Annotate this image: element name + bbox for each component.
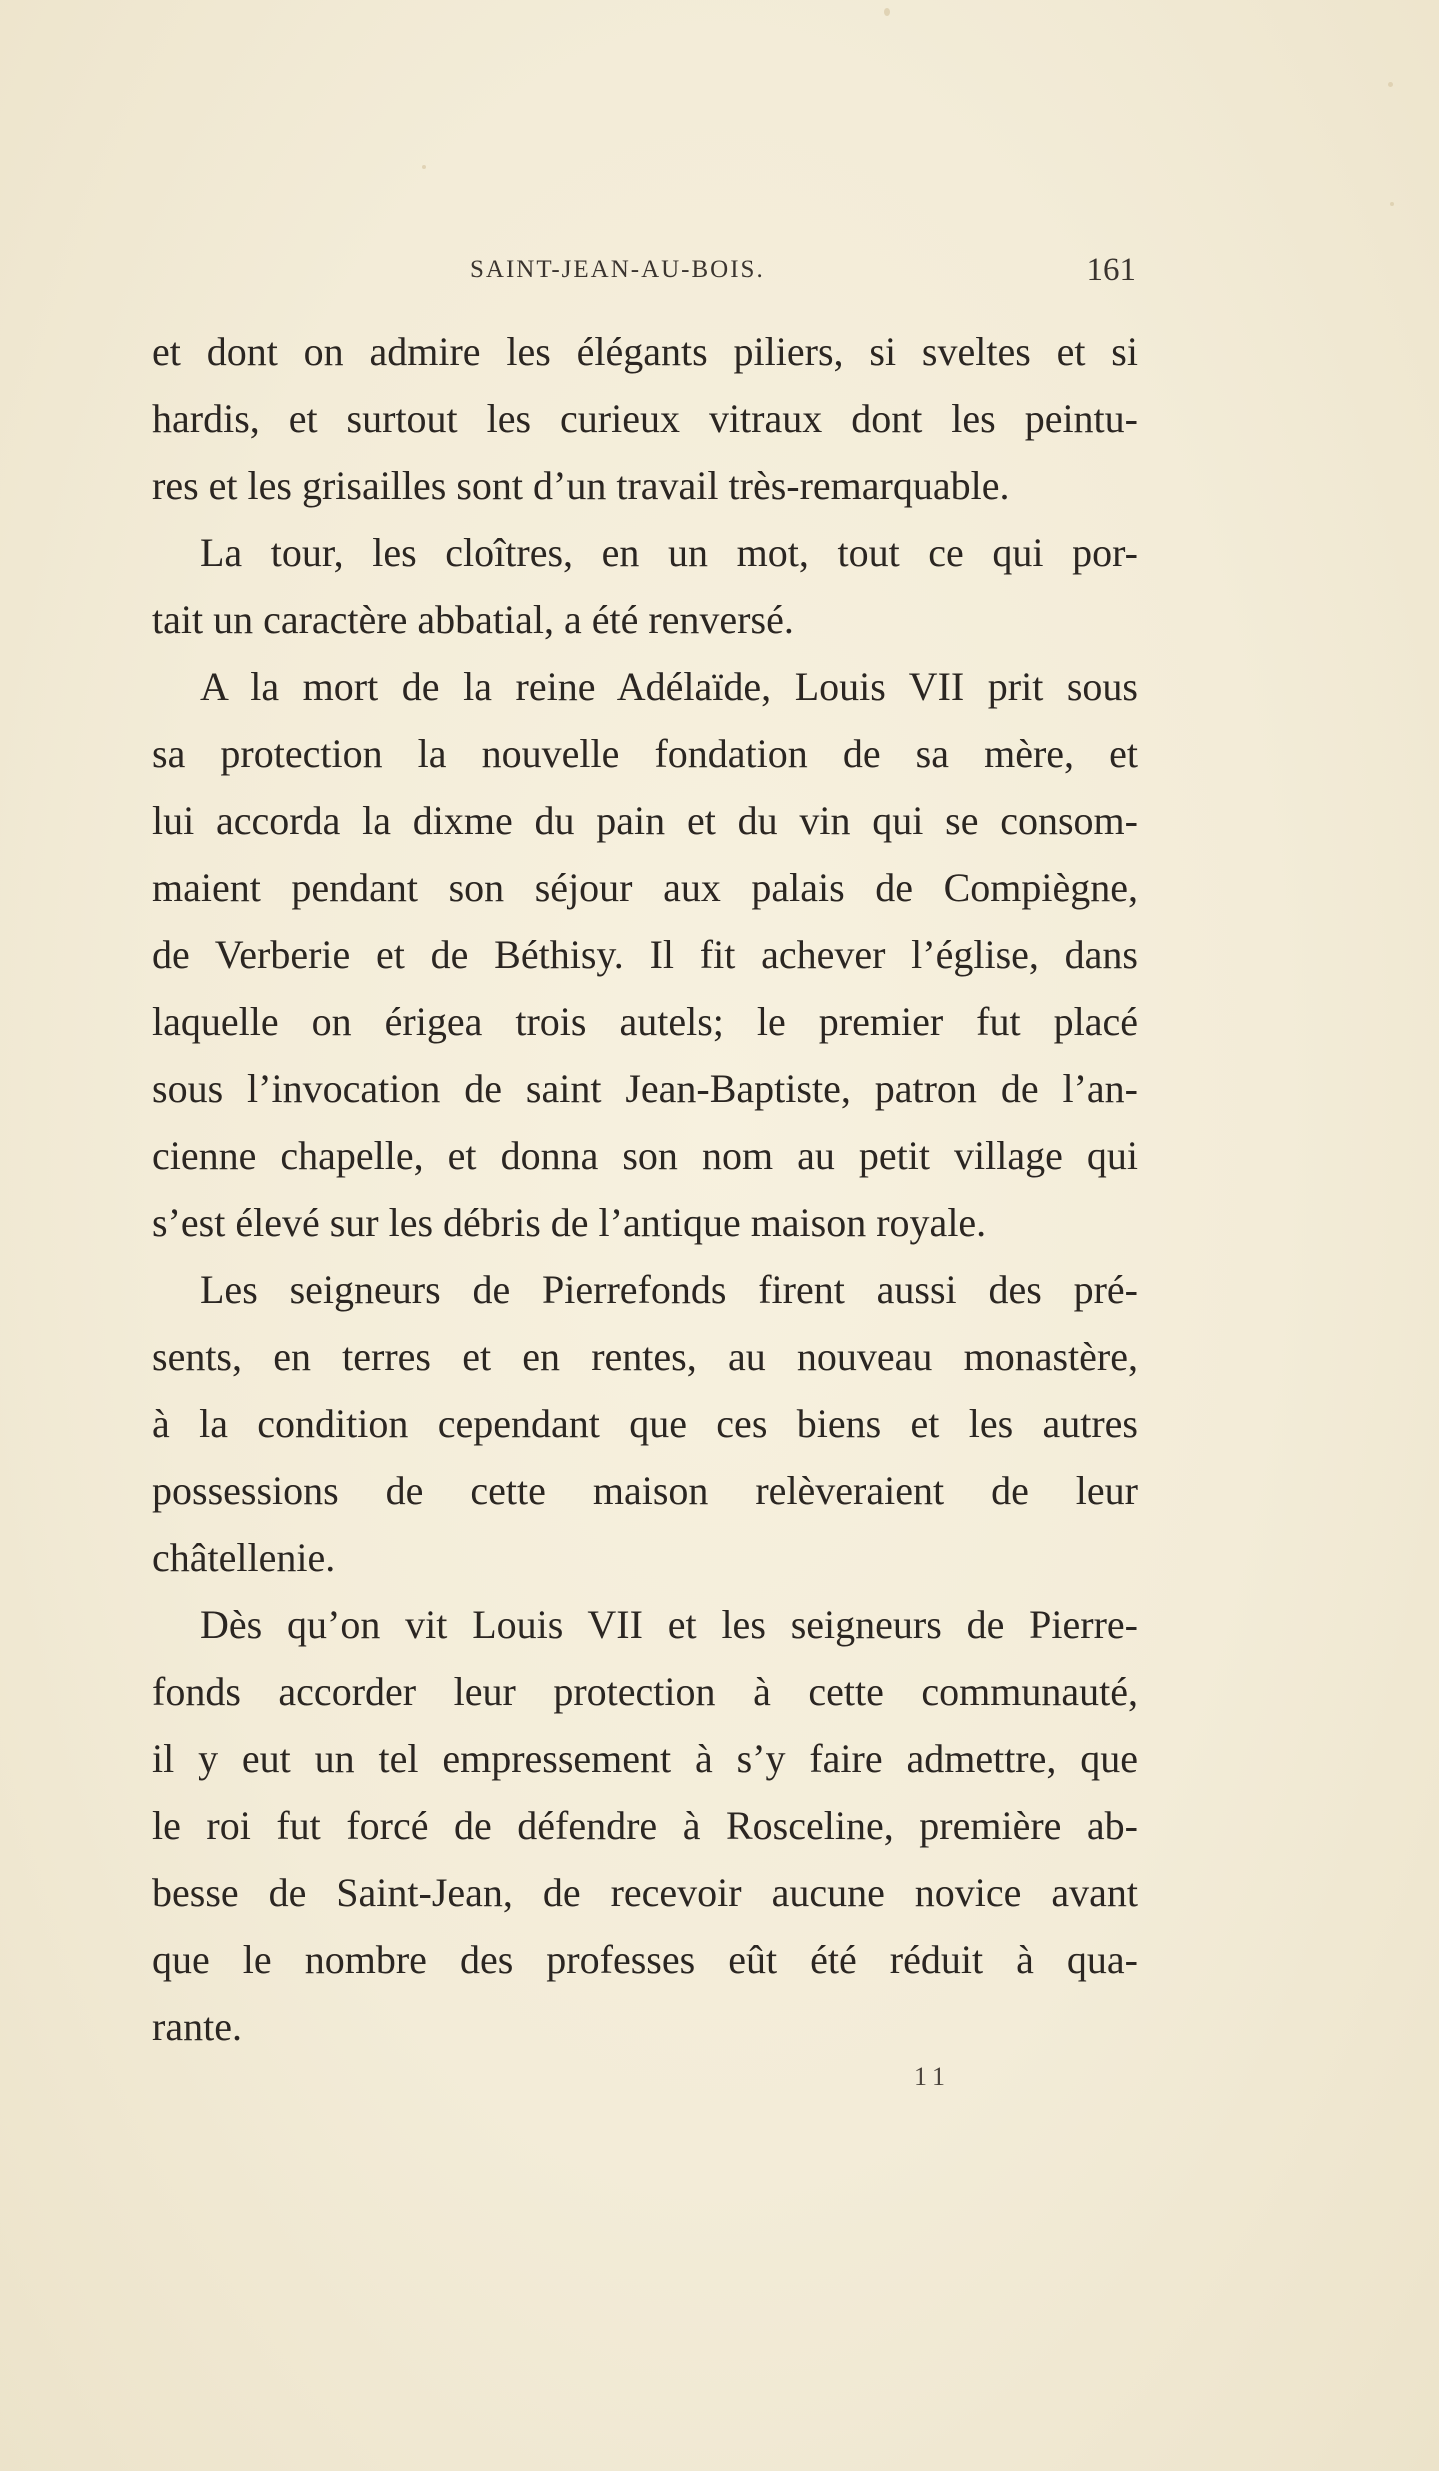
text-line: sa protection la nouvelle fondation de sa mère, et <box>152 731 1138 776</box>
text-line: de Verberie et de Béthisy. Il fit achever l’église, dans <box>152 932 1138 977</box>
paper-speck <box>1388 82 1393 87</box>
page-number: 161 <box>1086 252 1136 288</box>
text-line: il y eut un tel empressement à s’y faire admettre, que <box>152 1736 1138 1781</box>
text-line: châtellenie. <box>152 1535 336 1580</box>
text-line: Dès qu’on vit Louis VII et les seigneurs de Pierre- <box>200 1602 1138 1647</box>
text-line: besse de Saint-Jean, de recevoir aucune novice avant <box>152 1870 1138 1915</box>
text-line: rante. <box>152 2004 242 2049</box>
paper-speck <box>1390 202 1394 206</box>
text-line: s’est élevé sur les débris de l’antique maison royale. <box>152 1200 987 1245</box>
text-line: sous l’invocation de saint Jean-Baptiste, patron de l’an- <box>152 1066 1138 1111</box>
text-line: maient pendant son séjour aux palais de Compiègne, <box>152 865 1138 910</box>
text-line: hardis, et surtout les curieux vitraux dont les peintu- <box>152 396 1138 441</box>
running-title: SAINT-JEAN-AU-BOIS. <box>470 256 765 283</box>
text-line: que le nombre des professes eût été réduit à qua- <box>152 1937 1138 1982</box>
text-line: Les seigneurs de Pierrefonds firent aussi des pré- <box>200 1267 1138 1312</box>
text-line: laquelle on érigea trois autels; le premier fut placé <box>152 999 1138 1044</box>
page-header <box>150 252 1136 292</box>
text-line: fonds accorder leur protection à cette communauté, <box>152 1669 1138 1714</box>
text-line: le roi fut forcé de défendre à Rosceline, première ab- <box>152 1803 1138 1848</box>
text-line: tait un caractère abbatial, a été renversé. <box>152 597 794 642</box>
text-line: lui accorda la dixme du pain et du vin qui se consom- <box>152 798 1138 843</box>
text-line: res et les grisailles sont d’un travail très-remarquable. <box>152 463 1010 508</box>
paper-speck <box>422 165 426 169</box>
text-line: sents, en terres et en rentes, au nouveau monastère, <box>152 1334 1138 1379</box>
text-line: et dont on admire les élégants piliers, si sveltes et si <box>152 329 1138 374</box>
body-text <box>152 318 1138 2060</box>
text-line: à la condition cependant que ces biens et les autres <box>152 1401 1138 1446</box>
text-line: cienne chapelle, et donna son nom au petit village qui <box>152 1133 1138 1178</box>
text-line: possessions de cette maison relèveraient de leur <box>152 1468 1138 1513</box>
text-line: A la mort de la reine Adélaïde, Louis VII prit sous <box>200 664 1138 709</box>
text-line: La tour, les cloîtres, en un mot, tout ce qui por- <box>200 530 1138 575</box>
paper-speck <box>884 8 890 16</box>
signature-mark: 11 <box>914 2062 952 2091</box>
